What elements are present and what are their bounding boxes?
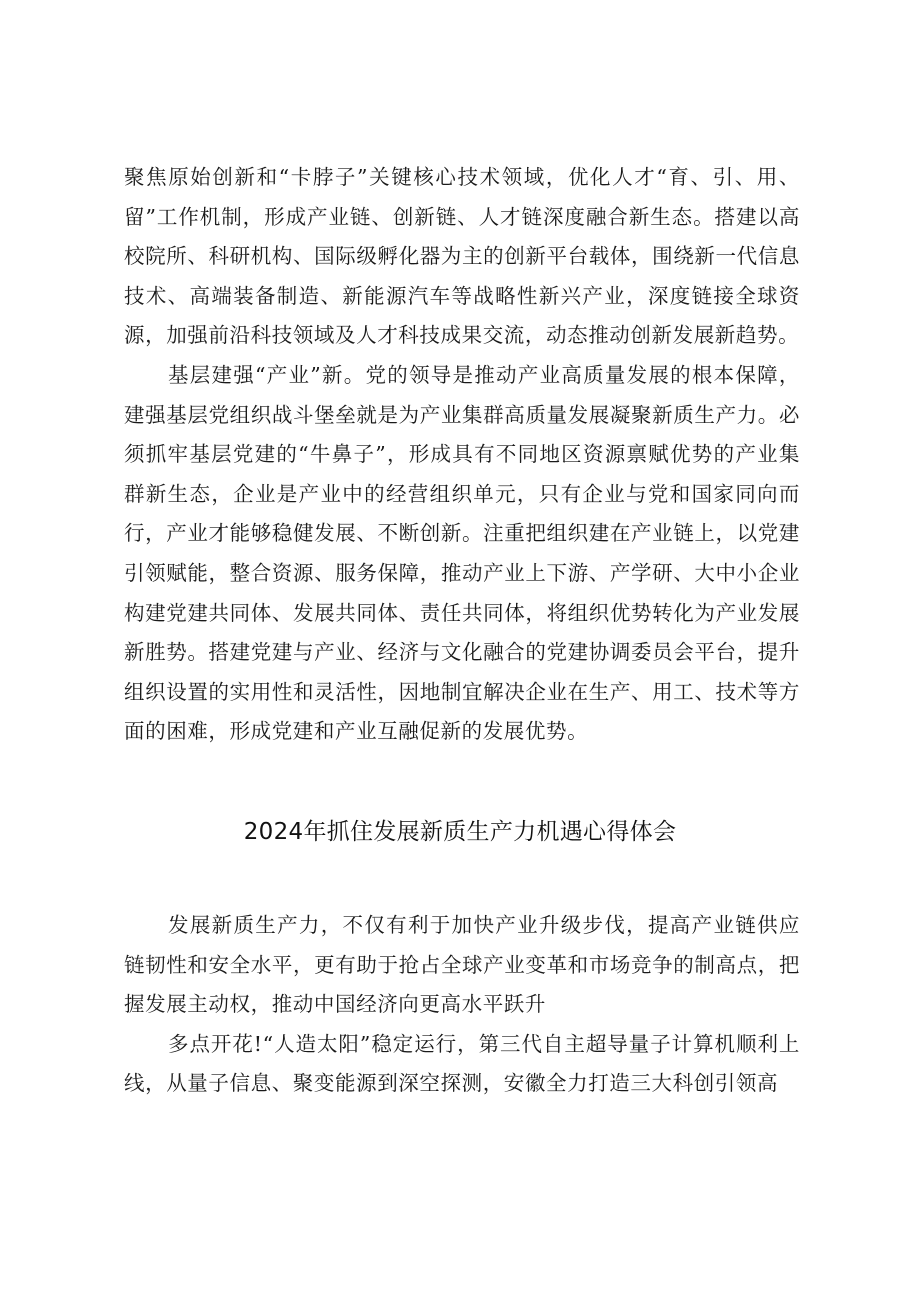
paragraph-anhui-innovation: 多点开花!“人造太阳”稳定运行，第三代自主超导量子计算机顺利上线，从量子信息、聚变能源到深空探测，安徽全力打造三大科创引领高 (124, 1031, 800, 1096)
section-two (124, 906, 800, 1104)
article-title: 2024年抓住发展新质生产力机遇心得体会 (243, 819, 677, 845)
paragraph-new-productivity: 发展新质生产力，不仅有利于加快产业升级步伐，提高产业链供应链韧性和安全水平，更有助于抢占全球产业变革和市场竞争的制高点，把握发展主动权，推动中国经济向更高水平跃升 (124, 913, 800, 1017)
paragraph-grassroots-party-building: 基层建强“产业”新。党的领导是推动产业高质量发展的根本保障，建强基层党组织战斗堡垒就是为产业集群高质量发展凝聚新质生产力。必须抓牢基层党建的“牛鼻子”，形成具有不同地区资源禀赋优势的产业集群新生态，企业是产业中的经营组织单元，只有企业与党和国家同向而行，产业才能够稳健发展、不断创新。注重把组织建在产业链上，以党建引领赋能，整合资源、服务保障，推动产业上下游、产学研、大中小企业构建党建共同体、发展共同体、责任共同体，将组织优势转化为产业发展新胜势。搭建党建与产业、经济与文化融合的党建协调委员会平台，提升组织设置的实用性和灵活性，因地制宜解决企业在生产、用工、技术等方面的困难，形成党建和产业互融促新的发展优势。 (124, 362, 800, 744)
paragraph-innovation-ecosystem: 聚焦原始创新和“卡脖子”关键核心技术领域，优化人才“育、引、用、留”工作机制，形成产业链、创新链、人才链深度融合新生态。搭建以高校院所、科研机构、国际级孵化器为主的创新平台载体，围绕新一代信息技术、高端装备制造、新能源汽车等战略性新兴产业，深度链接全球资源，加强前沿科技领域及人才科技成果交流，动态推动创新发展新趋势。 (124, 165, 800, 348)
section-one (124, 158, 800, 752)
